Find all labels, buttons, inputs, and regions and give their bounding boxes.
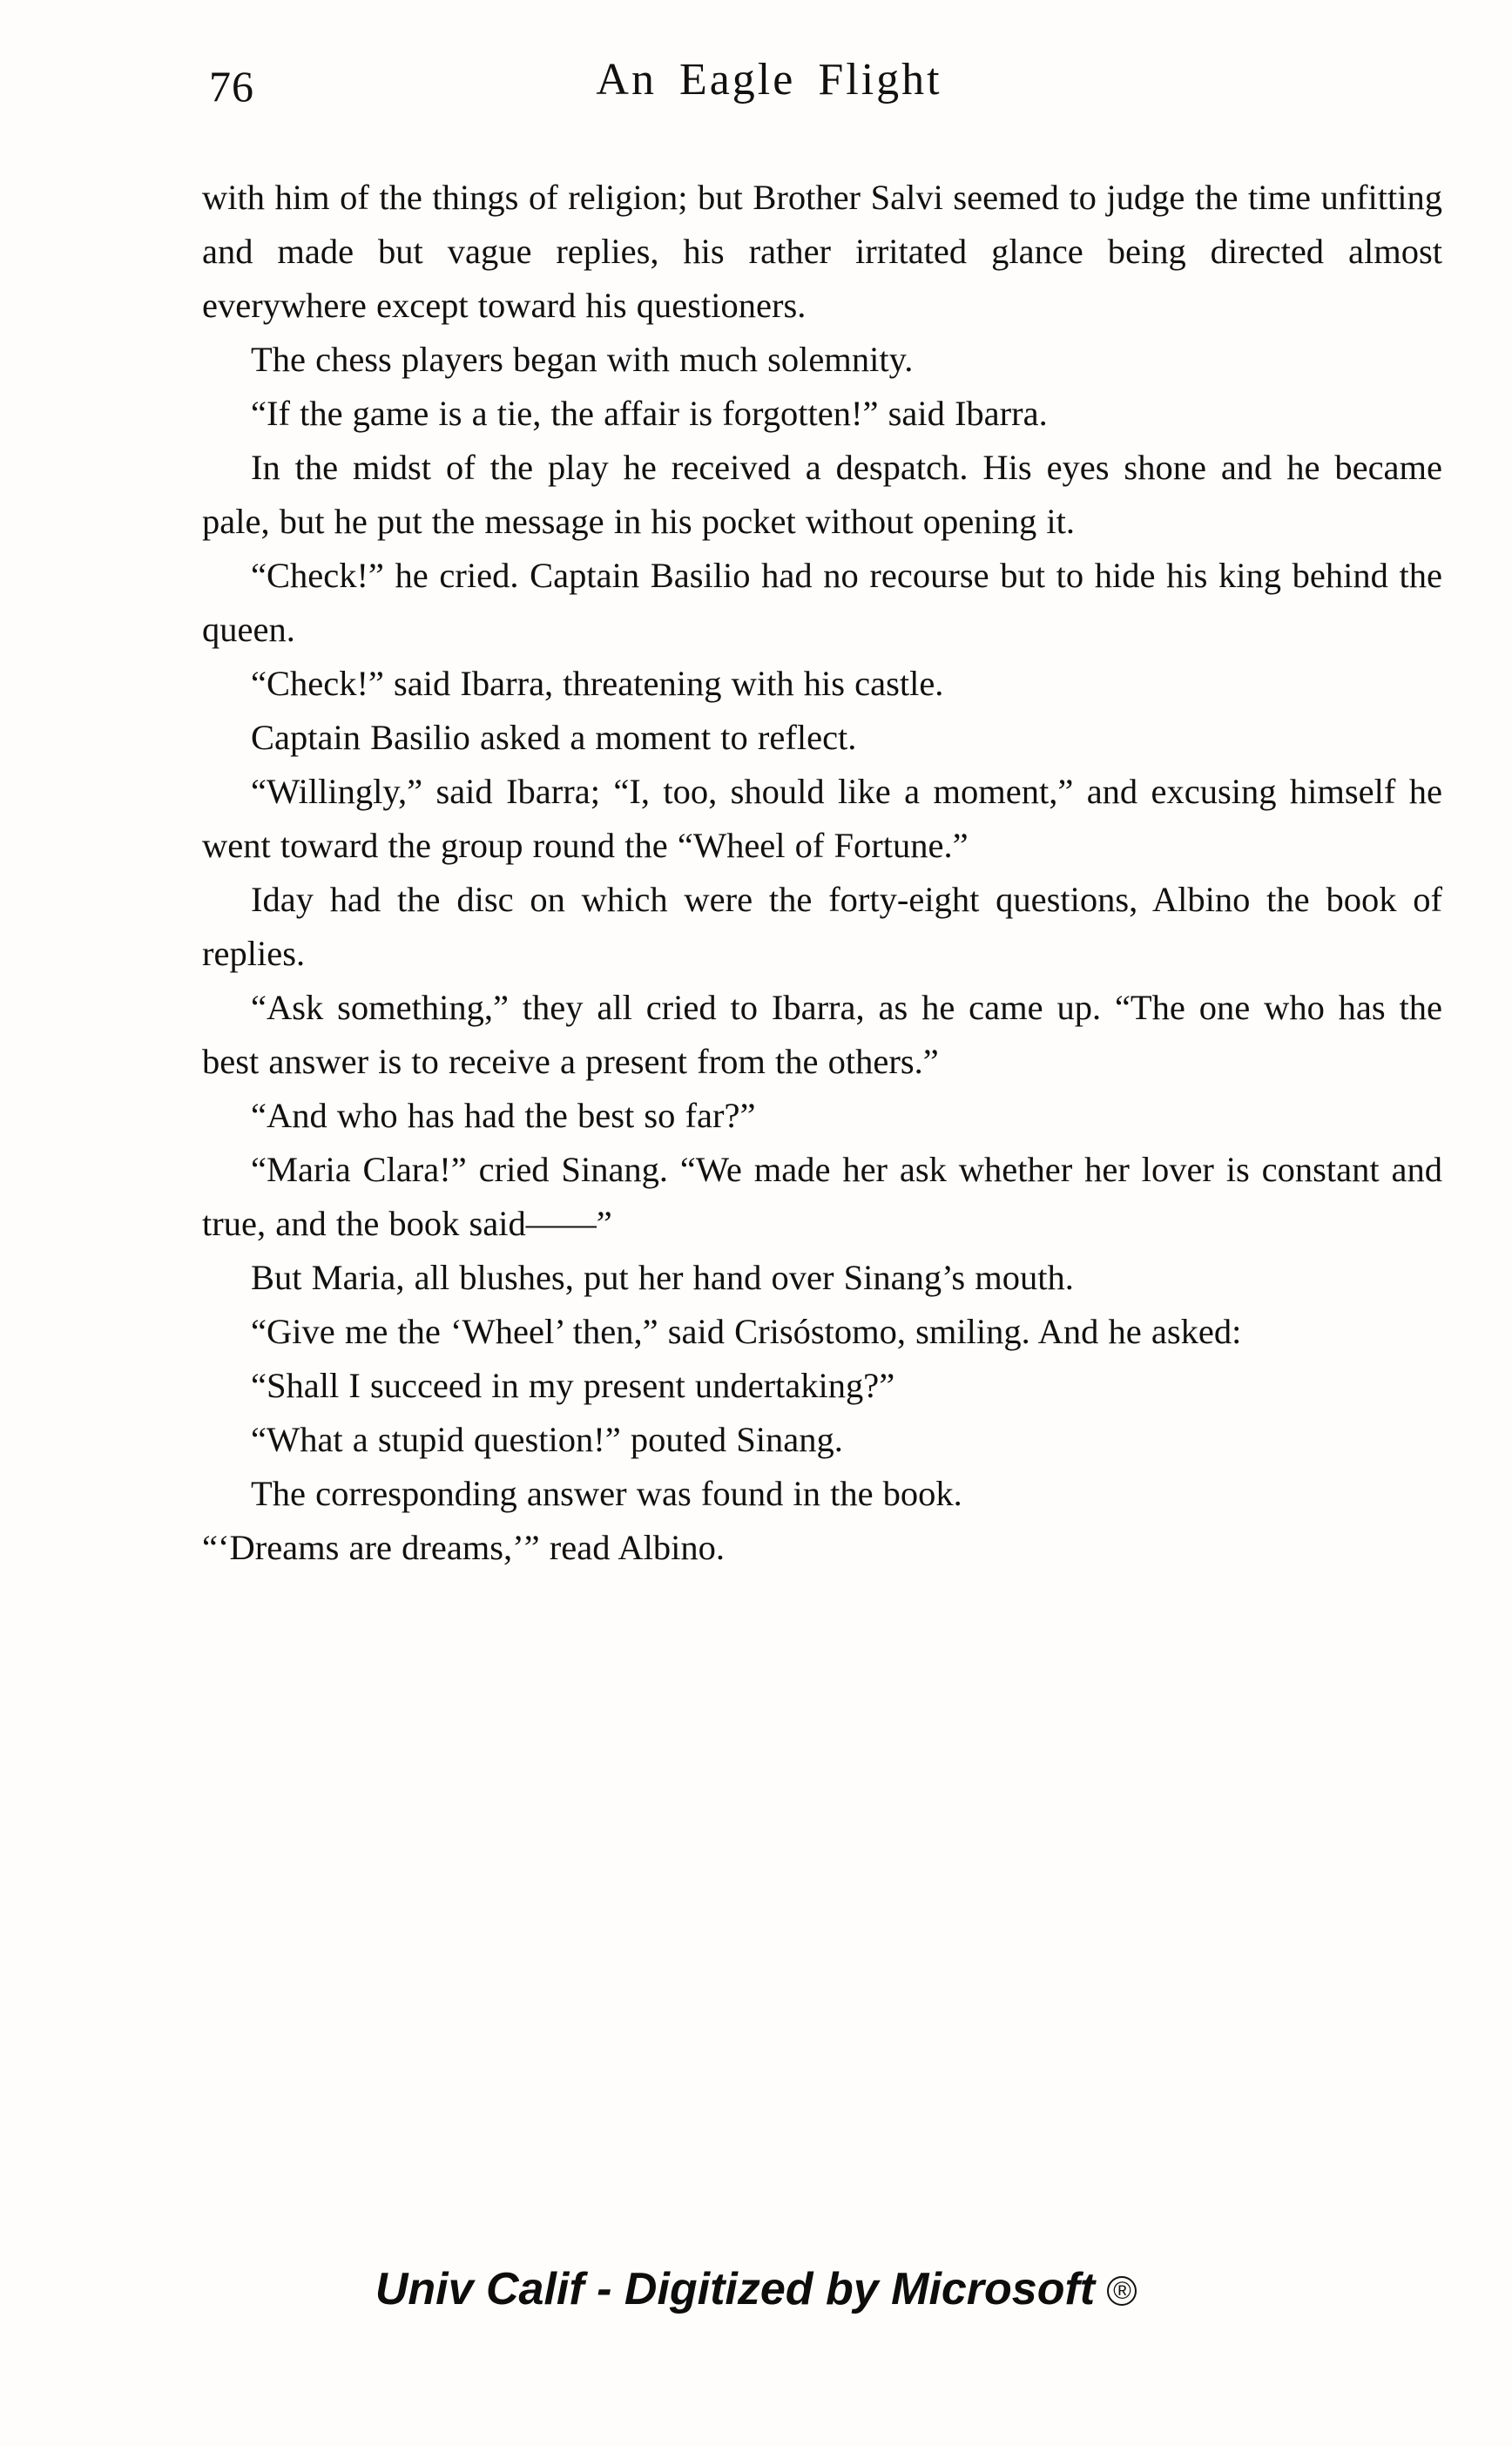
page-footer xyxy=(0,2263,1512,2315)
paragraph: with him of the things of religion; but Brother Salvi seemed to judge the time unfitting and made but vague replies, his rather irritated glance being directed almost everywhere except toward his questioners. xyxy=(202,178,1442,325)
paragraph: The corresponding answer was found in the book. xyxy=(251,1474,962,1513)
registered-trademark-icon: ® xyxy=(1107,2276,1137,2306)
paragraph: “If the game is a tie, the affair is forgotten!” said Ibarra. xyxy=(251,394,1048,433)
paragraph: But Maria, all blushes, put her hand over Sinang’s mouth. xyxy=(251,1258,1074,1297)
paragraph: “Check!” he cried. Captain Basilio had no recourse but to hide his king behind the queen. xyxy=(202,556,1442,649)
paragraph: “Give me the ‘Wheel’ then,” said Crisóstomo, smiling. And he asked: xyxy=(251,1312,1242,1351)
paragraph: Captain Basilio asked a moment to reflect. xyxy=(251,718,857,757)
running-title: An Eagle Flight xyxy=(596,55,942,105)
running-head xyxy=(199,54,1418,132)
digitization-credit: Univ Calif - Digitized by Microsoft xyxy=(375,2264,1096,2314)
paragraph: “Ask something,” they all cried to Ibarra, as he came up. “The one who has the best answer is to receive a present from the others.” xyxy=(202,988,1442,1081)
paragraph: “Willingly,” said Ibarra; “I, too, should like a moment,” and excusing himself he went toward the group round the “Wheel of Fortune.” xyxy=(202,772,1442,865)
paragraph: In the midst of the play he received a despatch. His eyes shone and he became pale, but he put the message in his pocket without opening it. xyxy=(202,448,1442,541)
paragraph: “And who has had the best so far?” xyxy=(251,1096,756,1135)
paragraph: “Check!” said Ibarra, threatening with his castle. xyxy=(251,664,944,703)
paragraph: “‘Dreams are dreams,’” read Albino. xyxy=(202,1528,725,1567)
page-body xyxy=(202,171,1442,1575)
paragraph: “Maria Clara!” cried Sinang. “We made her ask whether her lover is constant and true, and the book said——” xyxy=(202,1150,1442,1243)
paragraph: “What a stupid question!” pouted Sinang. xyxy=(251,1420,843,1459)
page-number: 76 xyxy=(209,62,254,111)
paragraph: Iday had the disc on which were the forty-eight questions, Albino the book of replies. xyxy=(202,880,1442,973)
paragraph: “Shall I succeed in my present undertaking?” xyxy=(251,1366,895,1405)
paragraph: The chess players began with much solemnity. xyxy=(251,340,914,379)
